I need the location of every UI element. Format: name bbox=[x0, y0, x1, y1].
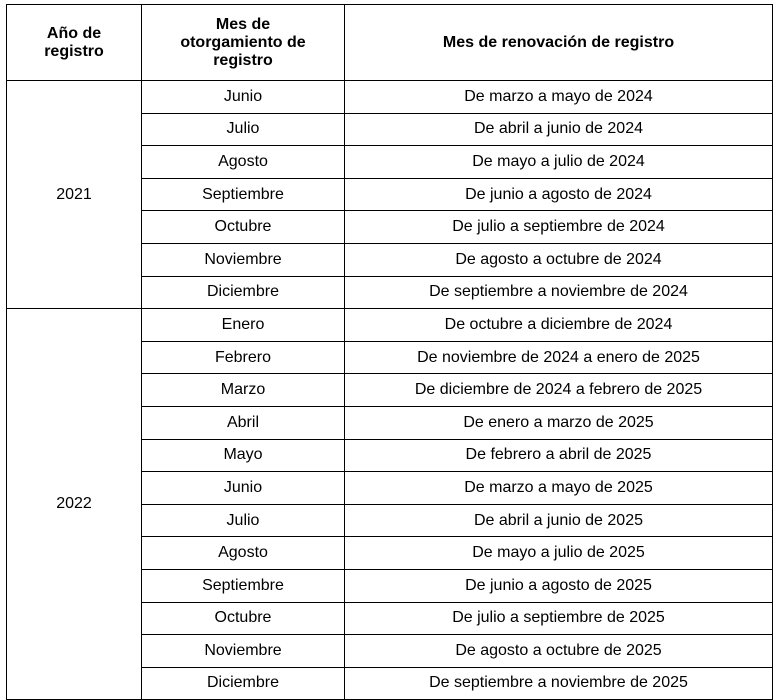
grant-month-cell: Noviembre bbox=[142, 243, 345, 276]
header-grant-month bbox=[142, 5, 345, 81]
renewal-period-cell: De mayo a julio de 2025 bbox=[345, 537, 773, 570]
renewal-period-cell: De mayo a julio de 2024 bbox=[345, 146, 773, 179]
grant-month-cell: Marzo bbox=[142, 374, 345, 407]
table-body bbox=[7, 81, 773, 700]
renewal-period-cell: De julio a septiembre de 2025 bbox=[345, 602, 773, 635]
grant-month-cell: Enero bbox=[142, 309, 345, 342]
header-renewal-month-line: Mes de renovación de registro bbox=[442, 33, 675, 51]
header-year-line: Año de bbox=[46, 24, 102, 42]
grant-month-cell: Septiembre bbox=[142, 569, 345, 602]
renewal-period-cell: De marzo a mayo de 2025 bbox=[345, 472, 773, 505]
renewal-period-cell: De julio a septiembre de 2024 bbox=[345, 211, 773, 244]
grant-month-cell: Agosto bbox=[142, 146, 345, 179]
renewal-period-cell: De septiembre a noviembre de 2025 bbox=[345, 667, 773, 700]
grant-month-cell: Octubre bbox=[142, 602, 345, 635]
grant-month-cell: Julio bbox=[142, 113, 345, 146]
grant-month-cell: Abril bbox=[142, 406, 345, 439]
renewal-period-cell: De septiembre a noviembre de 2024 bbox=[345, 276, 773, 309]
renewal-period-cell: De octubre a diciembre de 2024 bbox=[345, 309, 773, 342]
grant-month-cell: Mayo bbox=[142, 439, 345, 472]
renewal-period-cell: De junio a agosto de 2024 bbox=[345, 178, 773, 211]
grant-month-cell: Febrero bbox=[142, 341, 345, 374]
header-grant-month-line: otorgamiento de bbox=[180, 33, 306, 51]
renewal-period-cell: De enero a marzo de 2025 bbox=[345, 406, 773, 439]
renewal-period-cell: De febrero a abril de 2025 bbox=[345, 439, 773, 472]
renewal-period-cell: De diciembre de 2024 a febrero de 2025 bbox=[345, 374, 773, 407]
header-renewal-month bbox=[345, 5, 773, 81]
renewal-period-cell: De abril a junio de 2025 bbox=[345, 504, 773, 537]
renewal-period-cell: De marzo a mayo de 2024 bbox=[345, 81, 773, 114]
header-grant-month-line: registro bbox=[213, 51, 273, 69]
grant-month-cell: Septiembre bbox=[142, 178, 345, 211]
year-cell: 2021 bbox=[7, 81, 142, 309]
renewal-period-cell: De agosto a octubre de 2025 bbox=[345, 635, 773, 668]
grant-month-cell: Junio bbox=[142, 81, 345, 114]
grant-month-cell: Diciembre bbox=[142, 667, 345, 700]
renewal-period-cell: De agosto a octubre de 2024 bbox=[345, 243, 773, 276]
header-grant-month-line: Mes de bbox=[215, 15, 271, 33]
table-row bbox=[7, 309, 773, 342]
header-row bbox=[7, 5, 773, 81]
grant-month-cell: Junio bbox=[142, 472, 345, 505]
renewal-period-cell: De noviembre de 2024 a enero de 2025 bbox=[345, 341, 773, 374]
header-year-line: registro bbox=[44, 42, 104, 60]
renewal-period-cell: De abril a junio de 2024 bbox=[345, 113, 773, 146]
registration-renewal-table bbox=[6, 4, 773, 700]
grant-month-cell: Agosto bbox=[142, 537, 345, 570]
year-cell: 2022 bbox=[7, 309, 142, 700]
grant-month-cell: Diciembre bbox=[142, 276, 345, 309]
grant-month-cell: Noviembre bbox=[142, 635, 345, 668]
grant-month-cell: Octubre bbox=[142, 211, 345, 244]
renewal-period-cell: De junio a agosto de 2025 bbox=[345, 569, 773, 602]
grant-month-cell: Julio bbox=[142, 504, 345, 537]
table-row bbox=[7, 81, 773, 114]
header-year bbox=[7, 5, 142, 81]
